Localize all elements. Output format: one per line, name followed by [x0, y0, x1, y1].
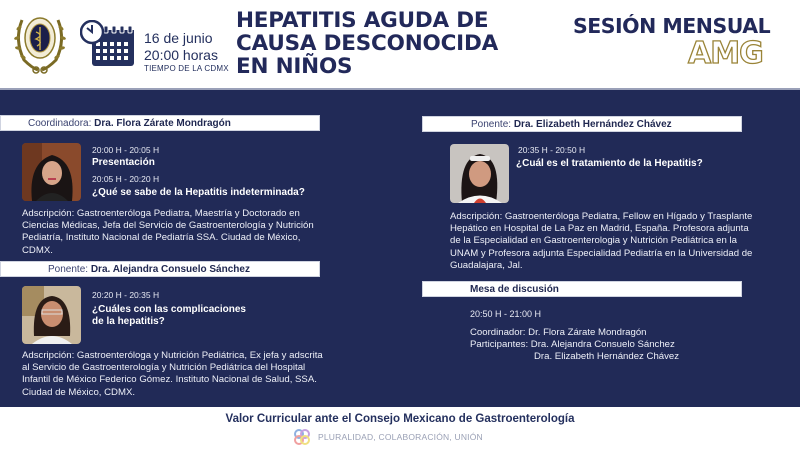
speaker-photo [22, 286, 81, 344]
discussion-coordinator-name: Dr. Flora Zárate Mondragón [528, 327, 647, 338]
discussion-coordinator-label: Coordinador: [470, 327, 526, 338]
coordinator-photo [22, 143, 81, 201]
coordinator-label: Coordinadora: [28, 118, 92, 129]
speaker-label: Ponente: [471, 119, 512, 130]
slot-topic [92, 304, 246, 328]
discussion-participants-label: Participantes: [470, 339, 529, 350]
discussion-participant: Dra. Alejandra Consuelo Sánchez [530, 339, 675, 350]
event-title [236, 9, 536, 78]
slot-time: 20:00 H - 20:05 H [92, 145, 160, 155]
slot-topic: ¿Qué se sabe de la Hepatitis indeterminada? [92, 187, 305, 198]
slot-topic: Presentación [92, 157, 155, 168]
slot-time: 20:05 H - 20:20 H [92, 174, 160, 184]
coordinator-bar [0, 115, 320, 131]
event-title-line: HEPATITIS AGUDA DE [236, 8, 489, 33]
association-seal-icon [12, 8, 68, 76]
motto: PLURALIDAD, COLABORACIÓN, UNIÓN [318, 432, 483, 442]
slot-topic-line: de la hepatitis? [92, 316, 165, 327]
event-time: 20:00 horas [144, 47, 218, 63]
slot-time: 20:35 H - 20:50 H [518, 145, 586, 155]
calendar-clock-icon [80, 20, 136, 68]
slot-topic-line: ¿Cuáles con las complicaciones [92, 304, 246, 315]
discussion-participants [470, 339, 675, 351]
speaker-photo [450, 144, 509, 203]
speaker-description: Adscripción: Gastroenteróloga y Nutrición Pediátrica, Ex jefa y adscrita al Servicio de Gastroenterología y Nutrición Pediátrica del Hospital Infantil de México Federico Gómez. Instituto Nacional de Salud, SSA. Ciudad de México, CDMX. [22, 350, 323, 398]
event-timezone: TIEMPO DE LA CDMX [144, 64, 229, 73]
slot-time: 20:20 H - 20:35 H [92, 290, 160, 300]
speaker-name: Dra. Elizabeth Hernández Chávez [513, 119, 672, 130]
discussion-bar [422, 281, 742, 297]
session-label: SESIÓN MENSUAL [573, 14, 771, 38]
discussion-time: 20:50 H - 21:00 H [470, 309, 542, 319]
event-title-line: EN NIÑOS [236, 54, 353, 79]
curricular-credit: Valor Curricular ante el Consejo Mexicano de Gastroenterología [225, 413, 575, 425]
speaker-bar [0, 261, 320, 277]
event-title-line: CAUSA DESCONOCIDA [236, 31, 499, 56]
discussion-title: Mesa de discusión [470, 284, 559, 295]
event-date: 16 de junio [144, 30, 213, 46]
speaker-name: Dra. Alejandra Consuelo Sánchez [90, 264, 250, 275]
speaker-description: Adscripción: Gastroenteróloga Pediatra, Fellow en Hígado y Trasplante Hepático en Hospital de La Paz en Madrid, España. Profesora adjunta de la Especialidad en Gastroenterologia y Nutrición Pediátrica en la UNAM y Profesora adjunta Especialidad Pediatría en la Universidad de Guadalajara, Jal. [450, 211, 753, 271]
coordinator-description: Adscripción: Gastroenteróloga Pediatra, Maestría y Doctorado en Ciencias Médicas, Jefa del Servicio de Gastroenterología y Nutrición Pediatría, Instituto Nacional de Pediatría SSA. Ciudad de México, CDMX. [22, 208, 314, 256]
speaker-bar [422, 116, 742, 132]
speaker-label: Ponente: [48, 264, 89, 275]
discussion-participant: Dra. Elizabeth Hernández Chávez [534, 351, 680, 362]
org-acronym: AMG [688, 36, 763, 71]
slot-topic: ¿Cuál es el tratamiento de la Hepatitis? [516, 158, 703, 169]
discussion-coordinator [470, 327, 647, 339]
knot-logo-icon [293, 428, 311, 446]
coordinator-name: Dra. Flora Zárate Mondragón [94, 118, 231, 129]
